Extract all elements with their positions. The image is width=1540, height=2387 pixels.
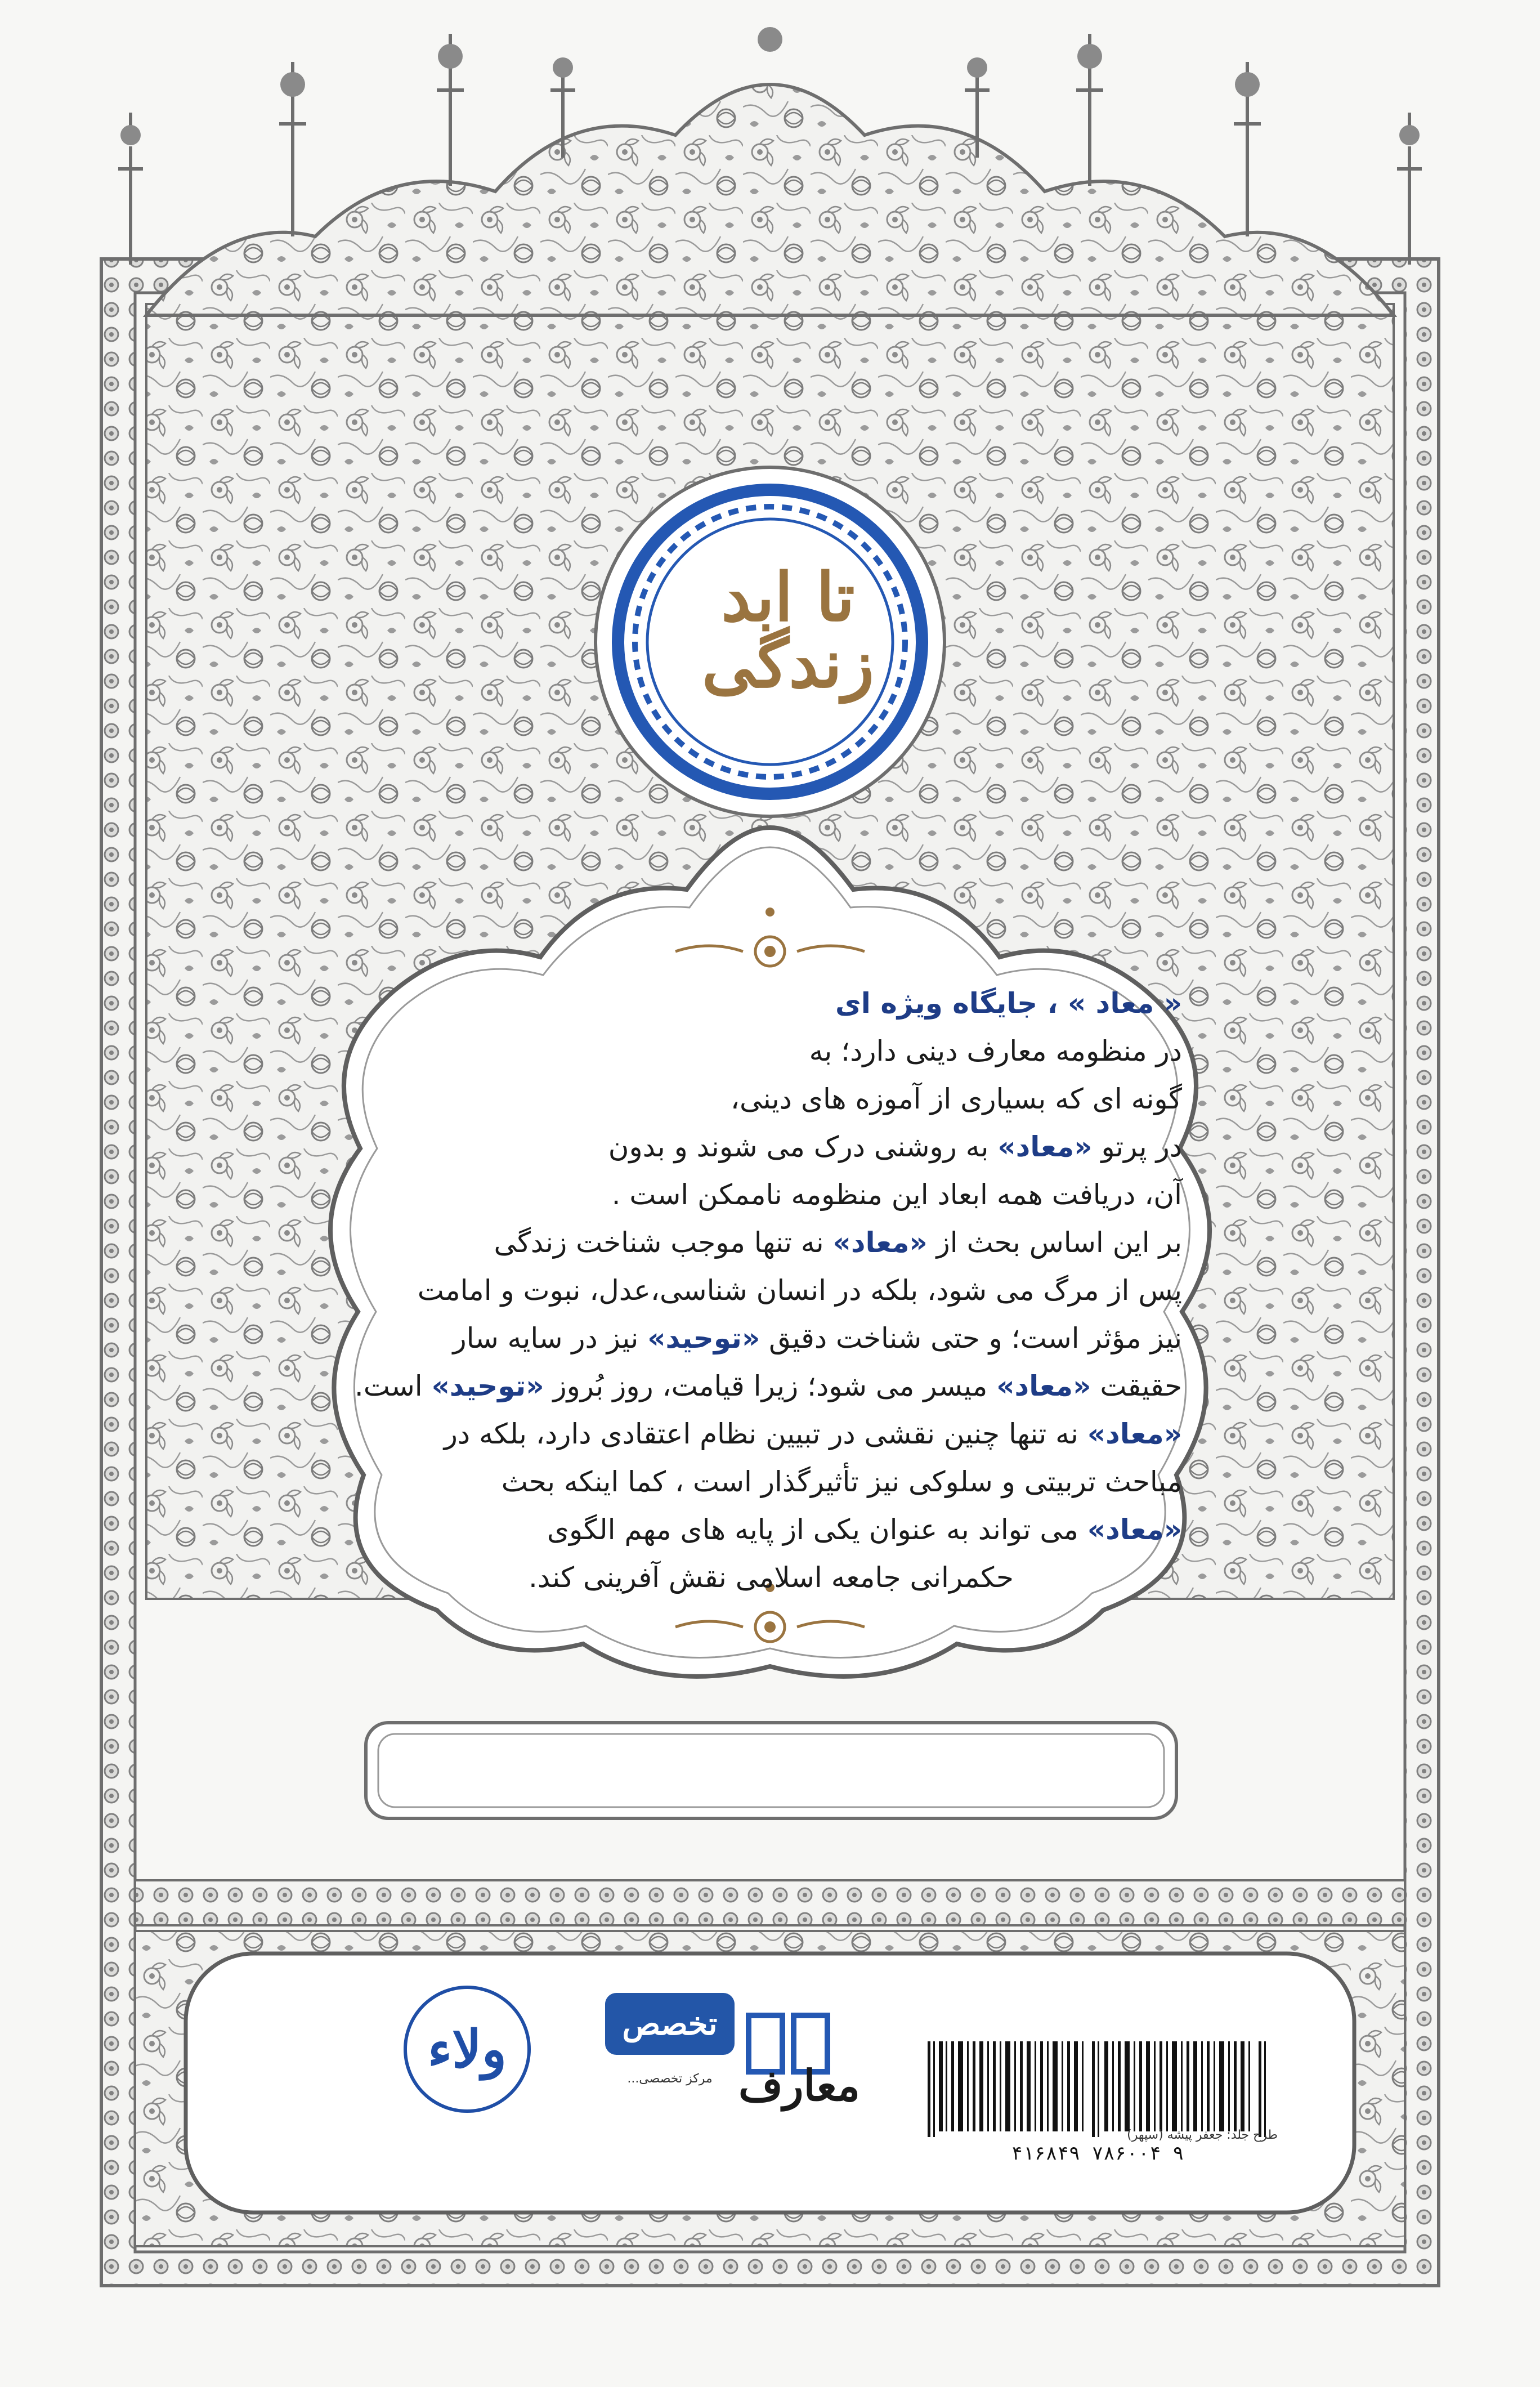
description-line: آن، دریافت همه ابعاد این منظومه ناممکن است . [611, 1178, 1182, 1211]
description-line: حکمرانی جامعه اسلامی نقش آفرینی کند. [529, 1561, 1014, 1594]
description-line: حقیقت «معاد» میسر می شود؛ زیرا قیامت، روز بُروز «توحید» است. [354, 1370, 1182, 1402]
highlighted-term: «توحید» [431, 1370, 544, 1402]
description-line: «معاد» نه تنها چنین نقشی در تبیین نظام اعتقادی دارد، بلکه در [444, 1418, 1182, 1450]
book-icon [726, 1982, 872, 2055]
publisher-logo-maaref [726, 1982, 872, 2145]
highlighted-term: «معاد» [996, 1370, 1091, 1402]
back-cover-description [354, 980, 1182, 1616]
publisher-logo-3-name: معارف [738, 2060, 860, 2111]
description-line: مباحث تربیتی و سلوکی نیز تأثیرگذار است ، کما اینکه بحث [501, 1465, 1182, 1498]
description-line: بر این اساس بحث از «معاد» نه تنها موجب شناخت زندگی [494, 1226, 1182, 1259]
description-line: پس از مرگ می شود، بلکه در انسان شناسی،عدل، نبوت و امامت [417, 1274, 1182, 1307]
blank-cartouche [366, 1723, 1176, 1818]
publisher-logo-2-caption: مرکز تخصصی... [627, 2072, 713, 2086]
book-title: تا ابد زندگی [701, 558, 875, 703]
cover-designer-credit: طرح جلد: جعفر پیشه (سپهر) [1127, 2128, 1278, 2142]
publisher-logo-1-text: ولاء [427, 2019, 507, 2080]
description-line: در منظومه معارف دینی دارد؛ به [809, 1035, 1182, 1067]
publisher-logo-vela [400, 1982, 535, 2117]
highlighted-term: «معاد» [997, 1130, 1093, 1163]
description-text: « معاد » ، جایگاه ویژه ای [835, 987, 1182, 1020]
highlighted-term: «معاد» [832, 1226, 928, 1259]
highlighted-term: «معاد» [1087, 1513, 1182, 1546]
highlighted-term: «توحید» [647, 1322, 760, 1355]
book-title-emblem [653, 507, 923, 754]
description-line: در پرتو «معاد» به روشنی درک می شوند و بدون [608, 1130, 1182, 1163]
isbn-barcode [917, 2032, 1278, 2179]
isbn-digits: ۹ ۷۸۶۰۰۴ ۴۱۶۸۴۹ [1011, 2142, 1184, 2165]
description-line: گونه ای که بسیاری از آموزه های دینی، [730, 1083, 1182, 1115]
publisher-logo-2-text: تخصص [605, 1993, 735, 2055]
description-line [360, 980, 1182, 1027]
description-line: نیز مؤثر است؛ و حتی شناخت دقیق «توحید» نیز در سایه سار [453, 1322, 1182, 1355]
description-line: «معاد» می تواند به عنوان یکی از پایه های مهم الگوی [547, 1513, 1182, 1546]
highlighted-term: «معاد» [1087, 1418, 1182, 1450]
publisher-panel [163, 1959, 1379, 2196]
